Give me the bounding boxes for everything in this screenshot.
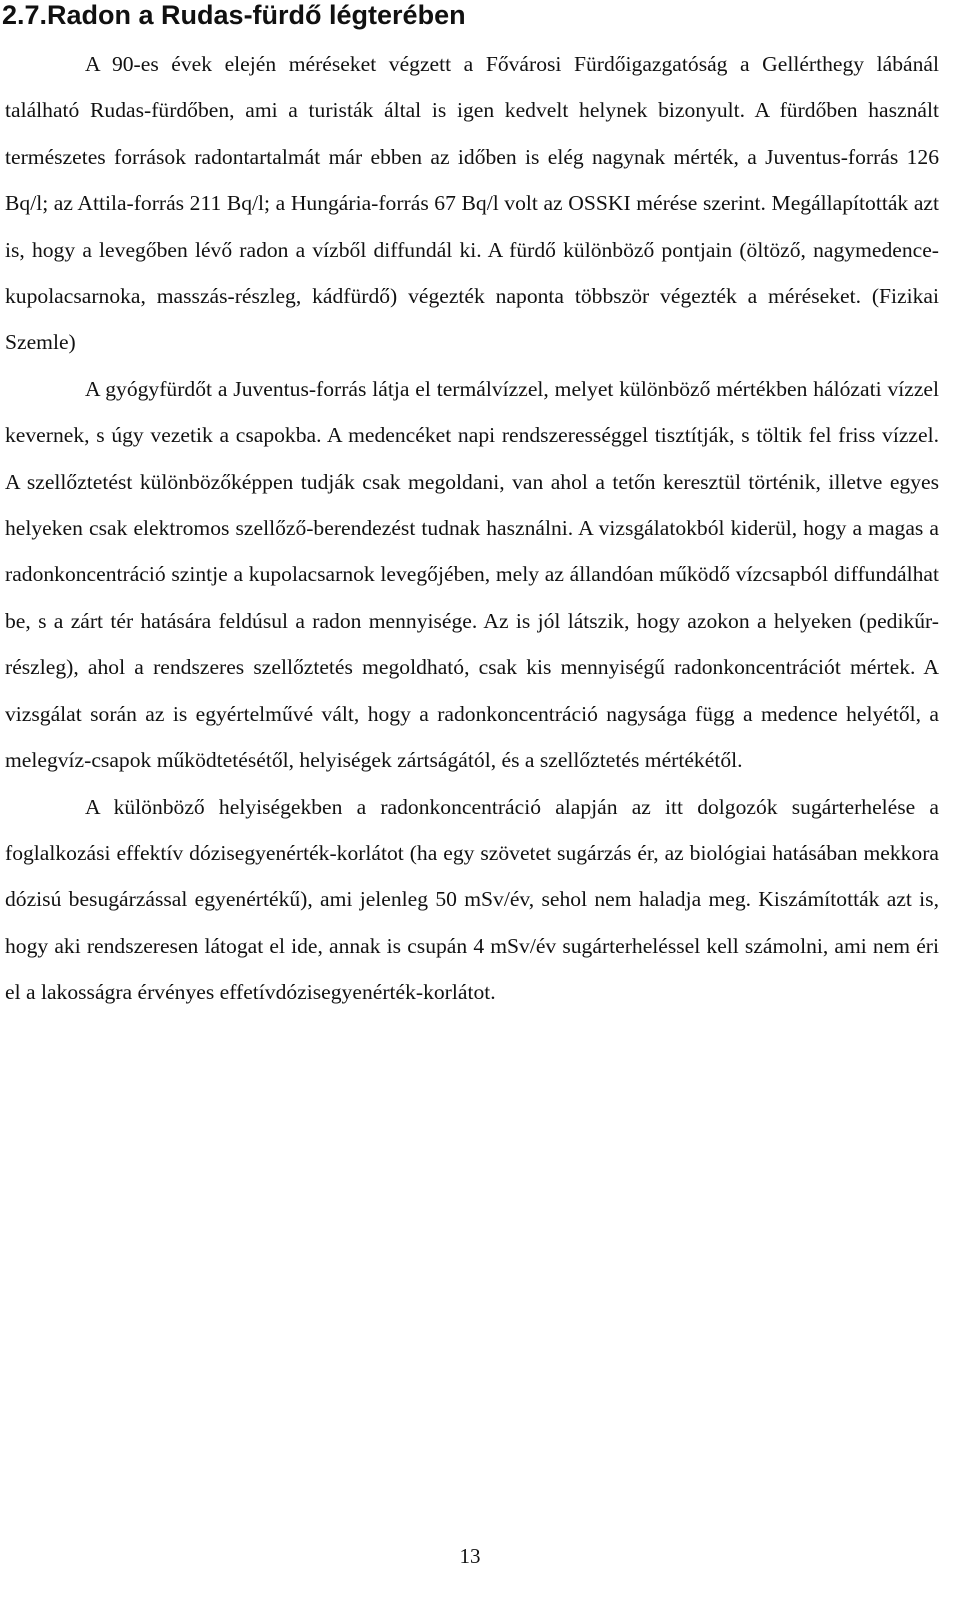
paragraph-1: A 90-es évek elején méréseket végzett a Fővárosi Fürdőigazgatóság a Gellérthegy lábánál található Rudas-fürdőben, ami a turisták által is igen kedvelt helynek bizonyult. A fürdőben használt természetes források radontartalmát már ebben az időben is elég nagynak mérték, a Juventus-forrás 126 Bq/l; az Attila-forrás 211 Bq/l; a Hungária-forrás 67 Bq/l volt az OSSKI mérése szerint. Megállapították azt is, hogy a levegőben lévő radon a vízből diffundál ki. A fürdő különböző pontjain (öltöző, nagymedence-kupolacsarnoka, masszás-részleg, kádfürdő) végezték naponta többször végezték a méréseket. (Fizikai Szemle) [5,52,939,355]
section-heading: 2.7.Radon a Rudas-fürdő légterében [2,0,466,30]
paragraph-3: A különböző helyiségekben a radonkoncentráció alapján az itt dolgozók sugárterhelése a foglalkozási effektív dózisegyenérték-korlátot (ha egy szövetet sugárzás ér, az biológiai hatásában mekkora dózisú besugárzással egyenértékű), ami jelenleg 50 mSv/év, sehol nem haladja meg. Kiszámították azt is, hogy aki rendszeresen látogat el ide, annak is csupán 4 mSv/év sugárterheléssel kell számolni, ami nem éri el a lakosságra érvényes effetívdózisegyenérték-korlátot. [5,794,939,1005]
body-text [5,41,939,1016]
page-number: 13 [459,1544,481,1568]
paragraph-2: A gyógyfürdőt a Juventus-forrás látja el termálvízzel, melyet különböző mértékben hálózati vízzel kevernek, s úgy vezetik a csapokba. A medencéket napi rendszerességgel tisztítják, s töltik fel friss vízzel. A szellőztetést különbözőképpen tudják csak megoldani, van ahol a tetőn keresztül történik, illetve egyes helyeken csak elektromos szellőző-berendezést tudnak használni. A vizsgálatokból kiderül, hogy a magas a radonkoncentráció szintje a kupolacsarnok levegőjében, mely az állandóan működő vízcsapból diffundálhat be, s a zárt tér hatására feldúsul a radon mennyisége. Az is jól látszik, hogy azokon a helyeken (pedikűr-részleg), ahol a rendszeres szellőztetés megoldható, csak kis mennyiségű radonkoncentrációt mértek. A vizsgálat során az is egyértelművé vált, hogy a radonkoncentráció nagysága függ a medence helyétől, a melegvíz-csapok működtetésétől, helyiségek zártságától, és a szellőztetés mértékétől. [5,376,939,773]
